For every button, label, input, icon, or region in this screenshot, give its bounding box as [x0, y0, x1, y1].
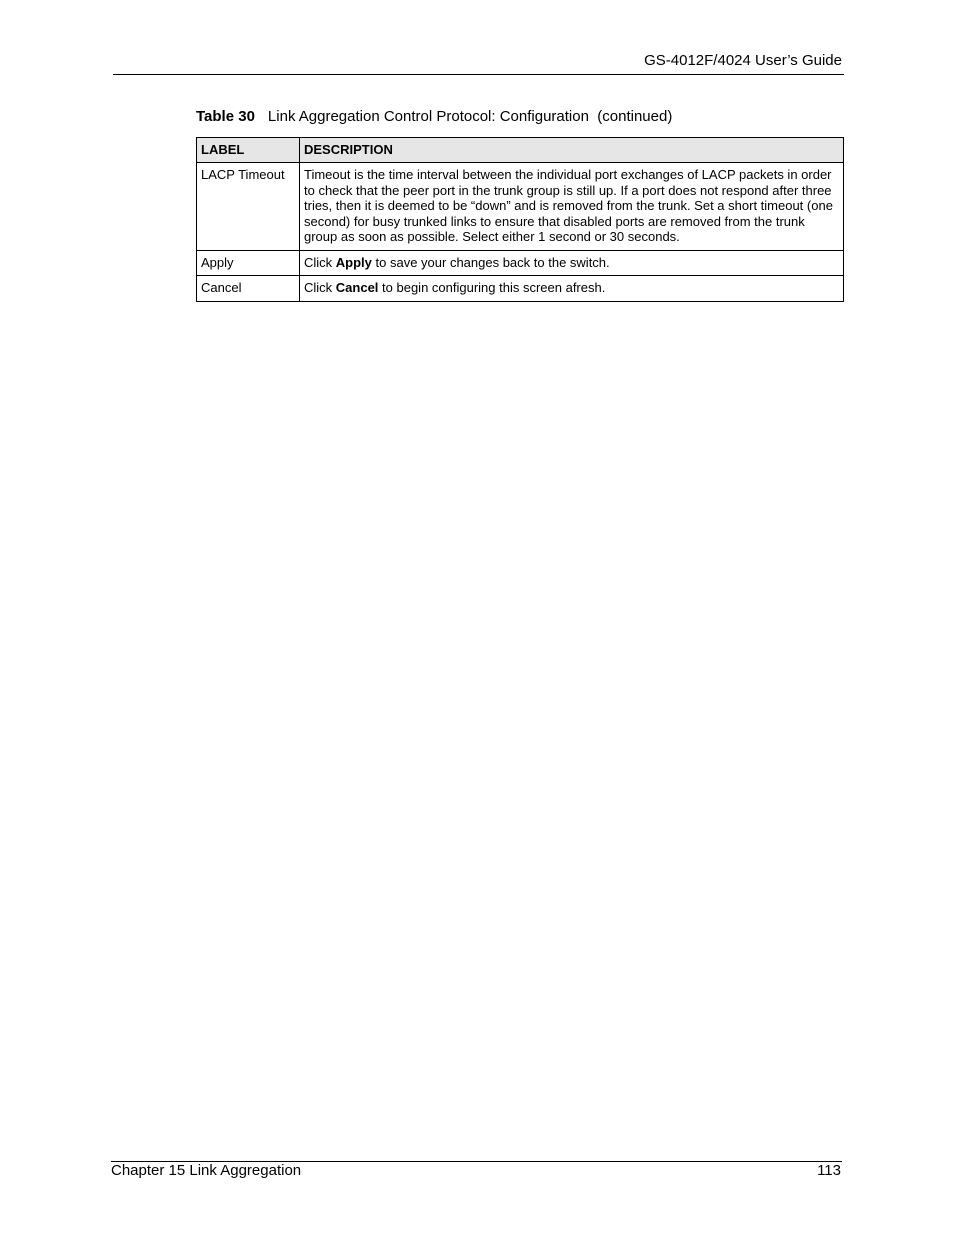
table-caption-text: Link Aggregation Control Protocol: Configuration (continued) [267, 108, 673, 125]
table-header-row [197, 138, 844, 163]
configuration-table [196, 137, 844, 302]
column-header-label: LABEL [197, 138, 300, 163]
description-text: Click [304, 254, 336, 270]
row-description [300, 276, 844, 302]
row-label: Apply [197, 250, 300, 276]
page-number: 113 [817, 1162, 841, 1179]
table-row [197, 276, 844, 302]
row-label: LACP Timeout [197, 163, 300, 251]
page-header-title: GS-4012F/4024 User’s Guide [644, 52, 842, 69]
footer-chapter-title: Chapter 15 Link Aggregation [111, 1162, 302, 1179]
description-bold-term: Apply [335, 254, 372, 270]
row-description [300, 250, 844, 276]
header-rule [113, 74, 844, 75]
description-text: to begin configuring this screen afresh. [378, 280, 606, 295]
column-header-description: DESCRIPTION [300, 138, 844, 163]
table-caption-number: Table 30 [196, 108, 255, 125]
row-description: Timeout is the time interval between the individual port exchanges of LACP packets in order to check that the peer port in the trunk group is still up. If a port does not respond after three tries, then it is deemed to be “down” and is removed from the trunk. Set a short timeout (one second) for busy trunked links to ensure that disabled ports are removed from the trunk group as soon as possible. Select either 1 second or 30 seconds. [300, 163, 844, 251]
description-bold-term: Cancel [335, 280, 379, 295]
description-text: to save your changes back to the switch. [371, 254, 610, 270]
table-row [197, 250, 844, 276]
table-caption [196, 108, 672, 126]
row-label: Cancel [197, 276, 300, 302]
table-row [197, 163, 844, 251]
description-text: Click [304, 280, 336, 295]
